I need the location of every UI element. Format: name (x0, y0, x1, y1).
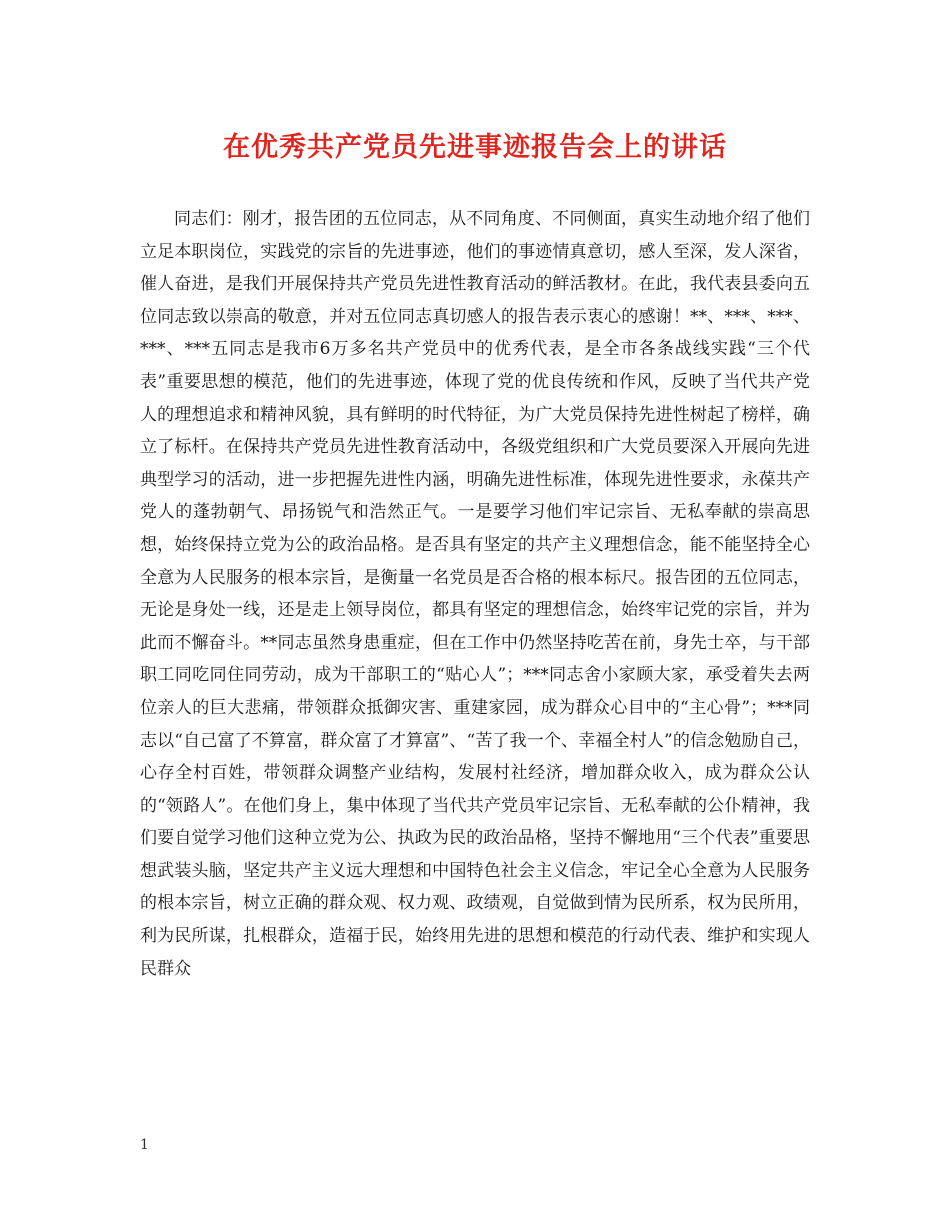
page-number: 1 (140, 1137, 149, 1153)
document-body-paragraph: 同志们：刚才，报告团的五位同志，从不同角度、不同侧面，真实生动地介绍了他们立足本职岗位，实践党的宗旨的先进事迹，他们的事迹情真意切，感人至深，发人深省，催人奋进，是我们开展保持共产党员先进性教育活动的鲜活教材。在此，我代表县委向五位同志致以崇高的敬意，并对五位同志真切感人的报告表示衷心的感谢！**、***、***、***、***五同志是我市6万多名共产党员中的优秀代表，是全市各条战线实践“三个代表”重要思想的模范，他们的先进事迹，体现了党的优良传统和作风，反映了当代共产党人的理想追求和精神风貌，具有鲜明的时代特征，为广大党员保持先进性树起了榜样，确立了标杆。在保持共产党员先进性教育活动中，各级党组织和广大党员要深入开展向先进典型学习的活动，进一步把握先进性内涵，明确先进性标准，体现先进性要求，永葆共产党人的蓬勃朝气、昂扬锐气和浩然正气。一是要学习他们牢记宗旨、无私奉献的崇高思想，始终保持立党为公的政治品格。是否具有坚定的共产主义理想信念，能不能坚持全心全意为人民服务的根本宗旨，是衡量一名党员是否合格的根本标尺。报告团的五位同志，无论是身处一线，还是走上领导岗位，都具有坚定的理想信念，始终牢记党的宗旨，并为此而不懈奋斗。**同志虽然身患重症，但在工作中仍然坚持吃苦在前，身先士卒，与干部职工同吃同住同劳动，成为干部职工的“贴心人”；***同志舍小家顾大家，承受着失去两位亲人的巨大悲痛，带领群众抵御灾害、重建家园，成为群众心目中的“主心骨”；***同志以“自己富了不算富，群众富了才算富”、“苦了我一个、幸福全村人”的信念勉励自己，心存全村百姓，带领群众调整产业结构，发展村社经济，增加群众收入，成为群众公认的“领路人”。在他们身上，集中体现了当代共产党员牢记宗旨、无私奉献的公仆精神，我们要自觉学习他们这种立党为公、执政为民的政治品格，坚持不懈地用“三个代表”重要思想武装头脑，坚定共产主义远大理想和中国特色社会主义信念，牢记全心全意为人民服务的根本宗旨，树立正确的群众观、权力观、政绩观，自觉做到情为民所系，权为民所用，利为民所谋，扎根群众，造福于民，始终用先进的思想和模范的行动代表、维护和实现人民群众 (140, 209, 810, 979)
document-title: 在优秀共产党员先进事迹报告会上的讲话 (223, 132, 727, 163)
